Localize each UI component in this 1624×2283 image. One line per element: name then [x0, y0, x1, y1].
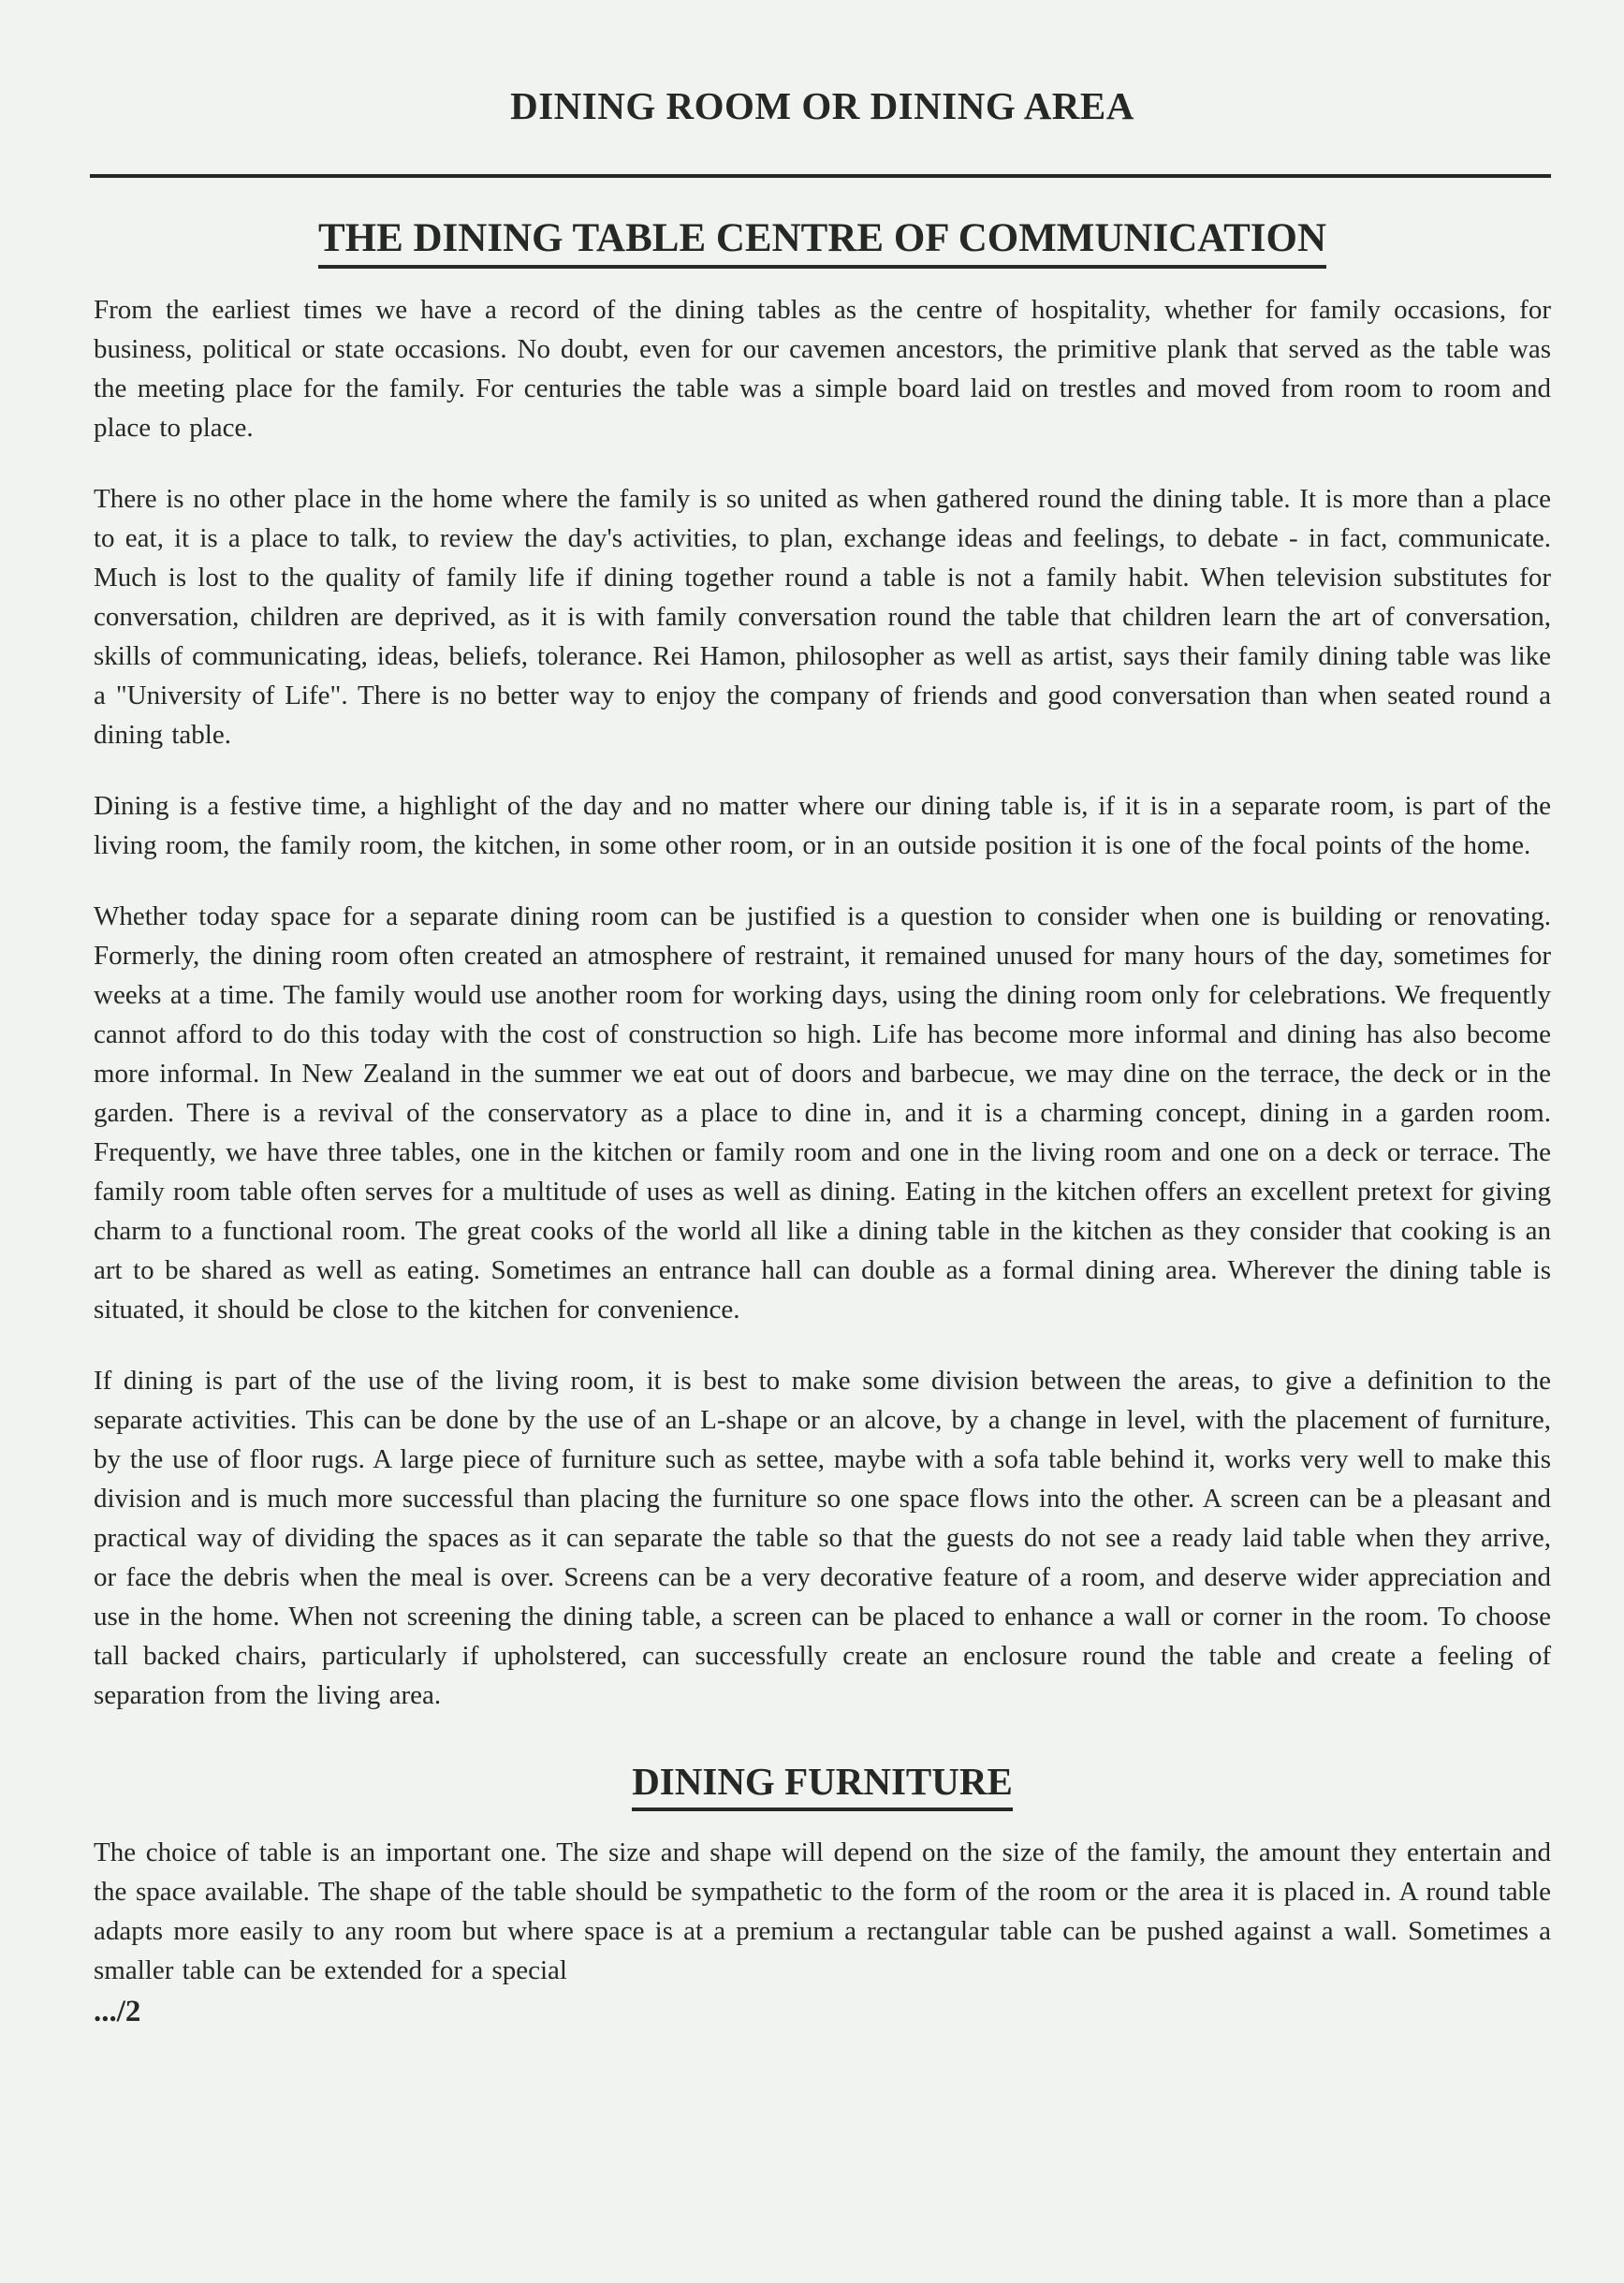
document-title: [94, 213, 1551, 264]
body-paragraph: The choice of table is an important one. The size and shape will depend on the size of the family, the amount they entertain and the space available. The shape of the table should be sympathetic to the form of the room or the area it is placed in. A round table adapts more easily to any room but where space is at a premium a rectangular table can be pushed against a wall. Sometimes a smaller table can be extended for a special: [94, 1837, 1551, 1985]
body-paragraph: Dining is a festive time, a highlight of the day and no matter where our dining table is, if it is in a separate room, is part of the living room, the family room, the kitchen, in some other room, or in an outside position it is one of the focal points of the home.: [94, 791, 1551, 860]
body-paragraph: If dining is part of the use of the living room, it is best to make some division between the areas, to give a definition to the separate activities. This can be done by the use of an L-shape or an alcove, by a change in level, with the placement of furniture, by the use of floor rugs. A large piece of furniture such as settee, maybe with a sofa table behind it, works very well to make this division and is much more successful than placing the furniture so one space flows into the other. A screen can be a pleasant and practical way of dividing the spaces as it can separate the table so that the guests do not see a ready laid table when they arrive, or face the debris when the meal is over. Screens can be a very decorative feature of a room, and deserve wider appreciation and use in the home. When not screening the dining table, a screen can be placed to enhance a wall or corner in the room. To choose tall backed chairs, particularly if upholstered, can successfully create an enclosure round the table and create a feeling of separation from the living area.: [94, 1366, 1551, 1710]
page-continuation-marker: .../2: [94, 1995, 141, 2028]
section-body: [94, 1833, 1551, 1990]
section-heading: [94, 1756, 1551, 1807]
header-divider-line: [90, 174, 1551, 178]
document-title-text: THE DINING TABLE CENTRE OF COMMUNICATION: [318, 216, 1326, 269]
page-header: DINING ROOM OR DINING AREA: [510, 84, 1134, 127]
body-paragraph: Whether today space for a separate dining room can be justified is a question to consider when one is building or renovating. Formerly, the dining room often created an atmosphere of restraint, it remained unused for many hours of the day, sometimes for weeks at a time. The family would use another room for working days, using the dining room only for celebrations. We frequently cannot afford to do this today with the cost of construction so high. Life has become more informal and dining has also become more informal. In New Zealand in the summer we eat out of doors and barbecue, we may dine on the terrace, the deck or in the garden. There is a revival of the conservatory as a place to dine in, and it is a charming concept, dining in a garden room. Frequently, we have three tables, one in the kitchen or family room and one in the living room and one on a deck or terrace. The family room table often serves for a multitude of uses as well as dining. Eating in the kitchen offers an excellent pretext for giving charm to a functional room. The great cooks of the world all like a dining table in the kitchen as they consider that cooking is an art to be shared as well as eating. Sometimes an entrance hall can double as a formal dining area. Wherever the dining table is situated, it should be close to the kitchen for convenience.: [94, 901, 1551, 1324]
body-paragraph: From the earliest times we have a record of the dining tables as the centre of hospitality, whether for family occasions, for business, political or state occasions. No doubt, even for our cavemen ancestors, the primitive plank that served as the table was the meeting place for the family. For centuries the table was a simple board laid on trestles and moved from room to room and place to place.: [94, 295, 1551, 443]
section-heading-text: DINING FURNITURE: [632, 1760, 1013, 1811]
body-paragraph: There is no other place in the home where the family is so united as when gathered round the dining table. It is more than a place to eat, it is a place to talk, to review the day's activities, to plan, exchange ideas and feelings, to debate - in fact, communicate. Much is lost to the quality of family life if dining together round a table is not a family habit. When television substitutes for conversation, children are deprived, as it is with family conversation round the table that children learn the art of conversation, skills of communicating, ideas, beliefs, tolerance. Rei Hamon, philosopher as well as artist, says their family dining table was like a "University of Life". There is no better way to enjoy the company of friends and good conversation than when seated round a dining table.: [94, 484, 1551, 750]
document-body: [94, 290, 1551, 1715]
